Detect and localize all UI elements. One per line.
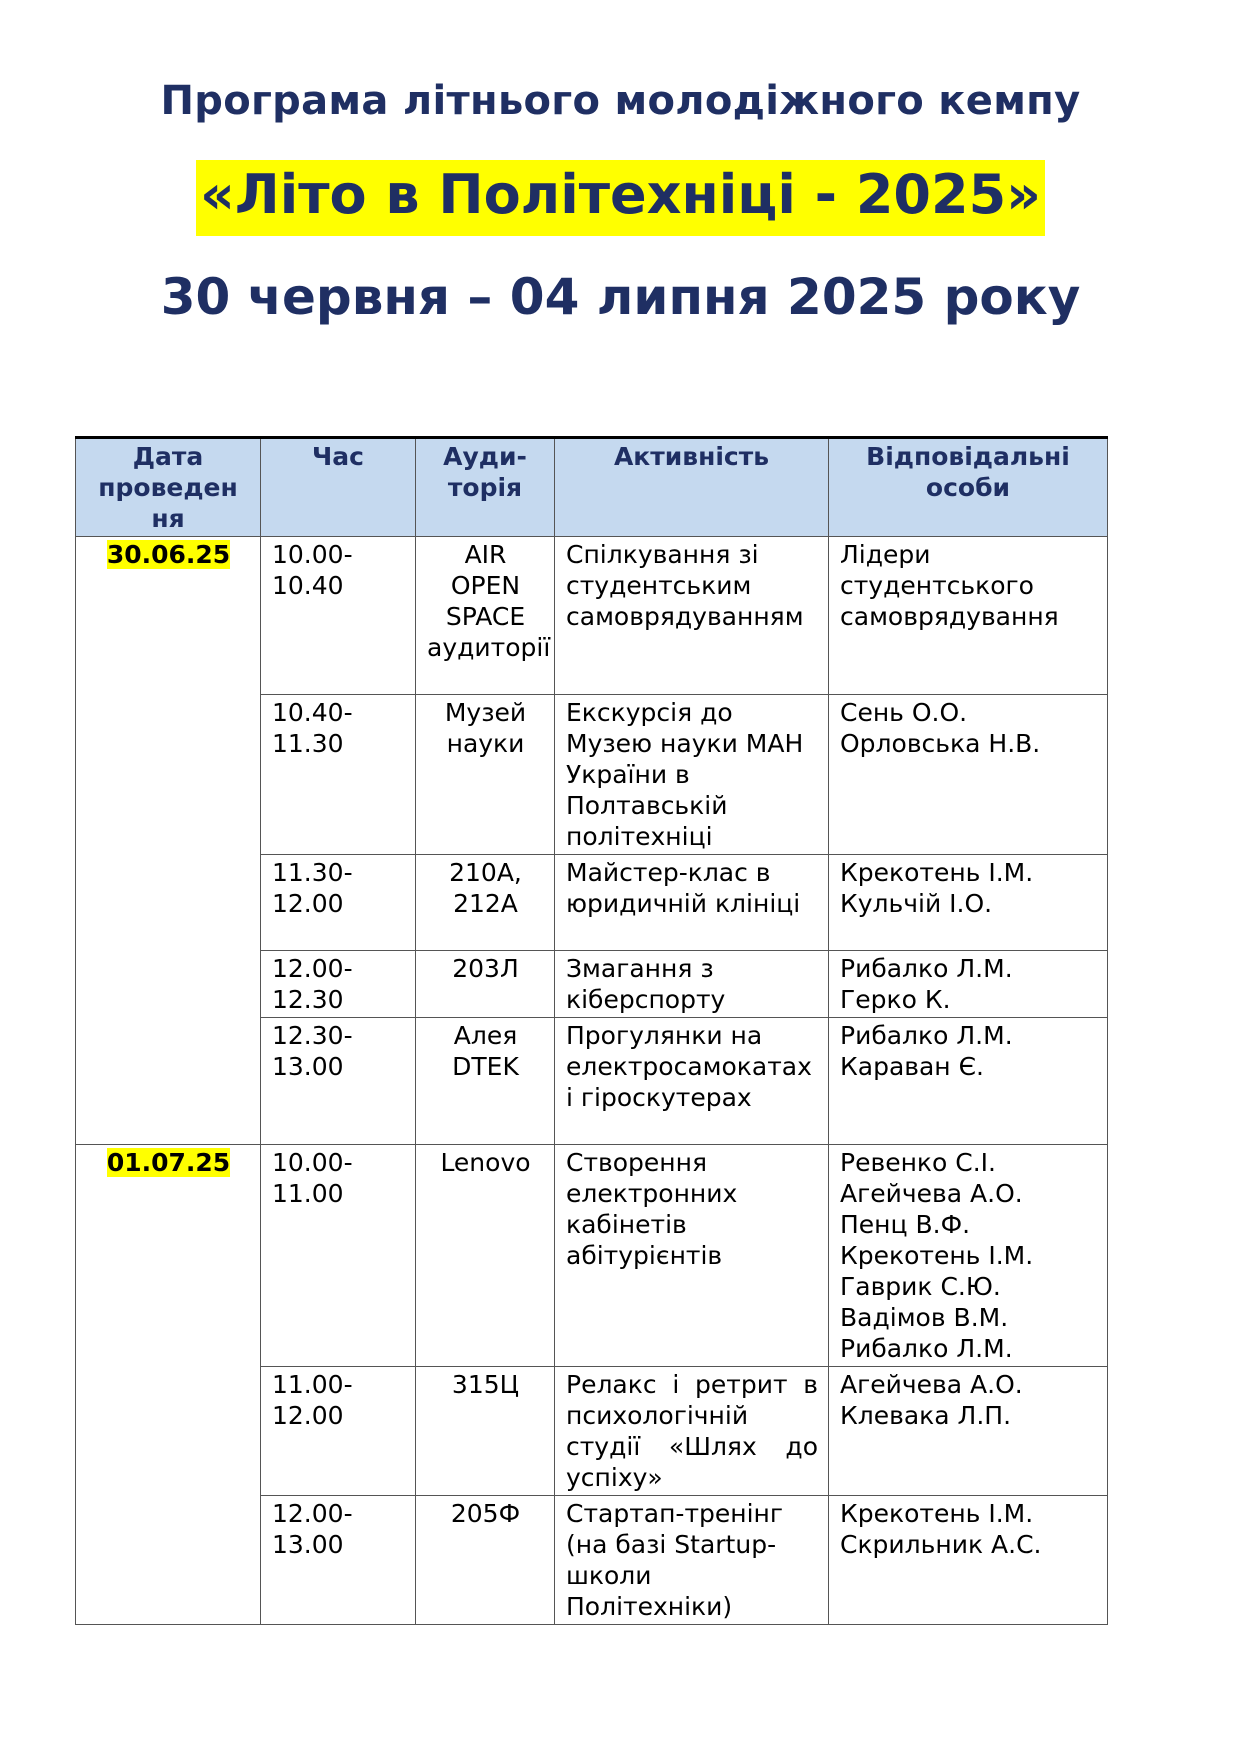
table-row	[76, 537, 1108, 695]
activity-cell: Прогулянки на електросамокатах і гіроскутерах	[555, 1018, 829, 1145]
time-cell: 11.30-12.00	[261, 855, 416, 951]
responsible-person: Вадімов В.М.	[840, 1303, 1009, 1332]
responsible-cell	[829, 855, 1108, 951]
camp-title: «Літо в Політехніці - 2025»	[196, 160, 1045, 236]
responsible-person: Герко К.	[840, 985, 951, 1014]
time-cell: 10.00-10.40	[261, 537, 416, 695]
time-cell: 12.00-13.00	[261, 1496, 416, 1625]
date-cell	[76, 537, 261, 1145]
responsible-cell	[829, 951, 1108, 1018]
room-cell: 203Л	[416, 951, 555, 1018]
camp-dates: 30 червня – 04 липня 2025 року	[160, 268, 1081, 326]
room-cell: Lenovo	[416, 1145, 555, 1367]
responsible-person: Клевака Л.П.	[840, 1401, 1012, 1430]
room-cell: AIR OPEN SPACE аудиторії	[416, 537, 555, 695]
col-header-date: Дата проведен ня	[76, 438, 261, 537]
camp-title-wrap	[0, 160, 1241, 236]
responsible-person: Крекотень І.М.	[840, 1499, 1034, 1528]
date-highlight: 01.07.25	[106, 1148, 231, 1177]
table-header-row	[76, 438, 1108, 537]
col-header-activity: Активність	[555, 438, 829, 537]
activity-cell: Майстер-клас в юридичній клініці	[555, 855, 829, 951]
program-heading: Програма літнього молодіжного кемпу	[160, 78, 1081, 124]
responsible-person: Рибалко Л.М.	[840, 1021, 1013, 1050]
responsible-cell	[829, 1367, 1108, 1496]
col-header-time: Час	[261, 438, 416, 537]
responsible-person: Пенц В.Ф.	[840, 1210, 971, 1239]
col-header-room: Ауди-торія	[416, 438, 555, 537]
room-cell: 315Ц	[416, 1367, 555, 1496]
responsible-person: Рибалко Л.М.	[840, 1334, 1013, 1363]
responsible-cell	[829, 1145, 1108, 1367]
room-cell: 205Ф	[416, 1496, 555, 1625]
responsible-person: Ревенко С.І.	[840, 1148, 996, 1177]
responsible-person: Сень О.О.	[840, 698, 968, 727]
time-cell: 10.00-11.00	[261, 1145, 416, 1367]
time-cell: 12.00-12.30	[261, 951, 416, 1018]
activity-cell: Змагання з кіберспорту	[555, 951, 829, 1018]
responsible-person: Караван Є.	[840, 1052, 985, 1081]
room-cell: Алея DTEK	[416, 1018, 555, 1145]
responsible-cell	[829, 1018, 1108, 1145]
responsible-cell	[829, 537, 1108, 695]
room-cell: Музей науки	[416, 695, 555, 855]
responsible-person: Агейчева А.О.	[840, 1179, 1023, 1208]
date-highlight: 30.06.25	[106, 540, 231, 569]
responsible-person: Кульчій І.О.	[840, 889, 993, 918]
responsible-person: Крекотень І.М.	[840, 858, 1034, 887]
responsible-person: Скрильник А.С.	[840, 1530, 1042, 1559]
time-cell: 10.40-11.30	[261, 695, 416, 855]
responsible-person: Агейчева А.О.	[840, 1370, 1023, 1399]
col-header-responsible: Відповідальні особи	[829, 438, 1108, 537]
activity-cell: Релакс і ретрит в психологічній студії «Шлях до успіху»	[555, 1367, 829, 1496]
responsible-person: Рибалко Л.М.	[840, 954, 1013, 983]
schedule-table	[75, 436, 1108, 1625]
activity-cell: Стартап-тренінг (на базі Startup-школи Політехніки)	[555, 1496, 829, 1625]
time-cell: 11.00-12.00	[261, 1367, 416, 1496]
date-cell	[76, 1145, 261, 1625]
time-cell: 12.30-13.00	[261, 1018, 416, 1145]
table-row	[76, 1145, 1108, 1367]
activity-cell: Спілкування зі студентським самоврядуванням	[555, 537, 829, 695]
responsible-person: Лідери студентського самоврядування	[840, 540, 1059, 631]
activity-cell: Екскурсія до Музею науки МАН України в Полтавській політехніці	[555, 695, 829, 855]
responsible-cell	[829, 695, 1108, 855]
responsible-person: Крекотень І.М.	[840, 1241, 1034, 1270]
activity-cell: Створення електронних кабінетів абітурієнтів	[555, 1145, 829, 1367]
responsible-person: Гаврик С.Ю.	[840, 1272, 1001, 1301]
room-cell: 210А, 212А	[416, 855, 555, 951]
responsible-cell	[829, 1496, 1108, 1625]
responsible-person: Орловська Н.В.	[840, 729, 1041, 758]
